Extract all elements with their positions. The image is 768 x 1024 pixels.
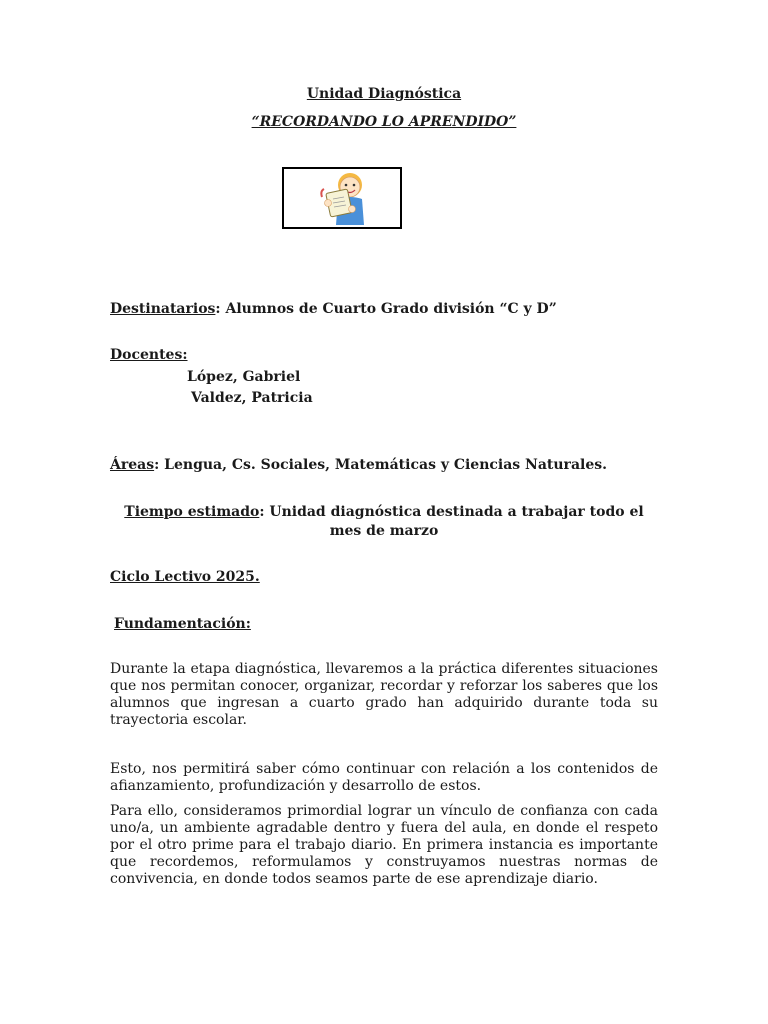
fundamentacion-label: Fundamentación: xyxy=(114,616,251,632)
ciclo-lectivo: Ciclo Lectivo 2025. xyxy=(110,569,260,585)
destinatarios-line xyxy=(110,300,557,318)
paragraph: Durante la etapa diagnóstica, llevaremos a la práctica diferentes situaciones que nos permitan conocer, organizar, recordar y reforzar los saberes que los alumnos que ingresan a cuarto grado han adquirido durante toda su trayectoria escolar. xyxy=(110,661,658,728)
paragraph: Esto, nos permitirá saber cómo continuar con relación a los contenidos de afianzamiento, profundización y desarrollo de estos. xyxy=(110,761,658,794)
areas-label: Áreas xyxy=(110,457,155,473)
areas-value: : Lengua, Cs. Sociales, Matemáticas y Ciencias Naturales. xyxy=(154,457,607,473)
document-title: Unidad Diagnóstica xyxy=(306,86,462,102)
docentes-label: Docentes: xyxy=(110,347,188,363)
docente-name: López, Gabriel xyxy=(187,369,301,385)
tiempo-value: : Unidad diagnóstica destinada a trabajar todo el mes de marzo xyxy=(259,504,644,539)
destinatarios-label: Destinatarios xyxy=(110,301,216,317)
document-subtitle: “RECORDANDO LO APRENDIDO” xyxy=(251,114,517,130)
areas-line xyxy=(110,456,607,474)
tiempo-label: Tiempo estimado xyxy=(124,504,260,520)
docente-name: Valdez, Patricia xyxy=(191,390,313,406)
child-reading-illustration xyxy=(282,167,402,229)
child-reading-icon xyxy=(284,169,400,227)
destinatarios-value: : Alumnos de Cuarto Grado división “C y D” xyxy=(215,301,557,317)
paragraph: Para ello, consideramos primordial lograr un vínculo de confianza con cada uno/a, un ambiente agradable dentro y fuera del aula, en donde el respeto por el otro prime para el trabajo diario. En primera instancia es importante que recordemos, reformulamos y construyamos nuestras normas de convivencia, en donde todos seamos parte de ese aprendizaje diario. xyxy=(110,803,658,887)
tiempo-line xyxy=(110,503,658,541)
